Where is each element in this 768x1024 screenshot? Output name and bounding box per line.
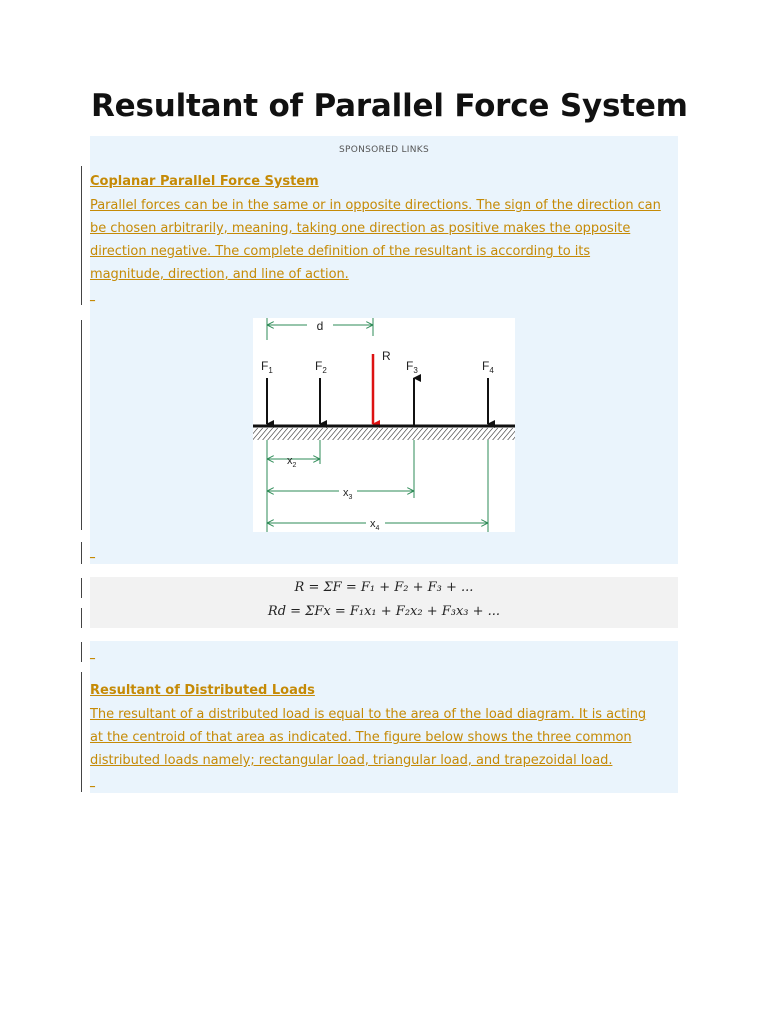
sponsored-links-label: SPONSORED LINKS (339, 145, 429, 155)
margin-bar (81, 542, 82, 564)
label-d: d (316, 319, 324, 333)
dimension-d (267, 318, 373, 340)
spacer-link[interactable]: _ (90, 649, 95, 660)
parallel-force-diagram (253, 318, 515, 532)
margin-bar (81, 320, 82, 530)
label-f1: $F_1$ (261, 359, 273, 375)
paragraph-line[interactable]: at the centroid of that area as indicated. The figure below shows the three common (90, 730, 632, 745)
label-f4: $F_4$ (482, 359, 494, 375)
label-f2: $F_2$ (315, 359, 327, 375)
content-panel-distributed (90, 641, 678, 793)
spacer-link[interactable]: _ (90, 777, 95, 788)
formula-resultant-force: R = ΣF = F₁ + F₂ + F₃ + ... (294, 580, 474, 595)
paragraph-line[interactable]: Parallel forces can be in the same or in opposite directions. The sign of the direction can (90, 198, 661, 213)
label-x2: $x_2$ (287, 455, 297, 469)
formula-panel (90, 577, 678, 628)
spacer-link[interactable]: _ (90, 291, 95, 302)
margin-bar (81, 642, 82, 662)
force-diagram-svg (253, 318, 515, 532)
margin-bar (81, 608, 82, 628)
margin-bar (81, 578, 82, 598)
label-x4: $x_4$ (370, 518, 380, 532)
label-r: R (382, 349, 391, 363)
paragraph-line[interactable]: direction negative. The complete definition of the resultant is according to its (90, 244, 591, 259)
content-panel-coplanar (90, 136, 678, 564)
formula-resultant-moment: Rd = ΣFx = F₁x₁ + F₂x₂ + F₃x₃ + ... (267, 604, 501, 619)
margin-bar (81, 672, 82, 792)
spacer-link[interactable]: _ (90, 548, 95, 559)
support-hatching (253, 428, 515, 440)
label-x3: $x_3$ (343, 487, 353, 501)
paragraph-line[interactable]: distributed loads namely; rectangular load, triangular load, and trapezoidal load. (90, 753, 613, 768)
paragraph-line[interactable]: be chosen arbitrarily, meaning, taking one direction as positive makes the opposite (90, 221, 631, 236)
distributed-loads-heading-link[interactable]: Resultant of Distributed Loads (90, 683, 315, 698)
coplanar-heading-link[interactable]: Coplanar Parallel Force System (90, 174, 319, 189)
page-title: Resultant of Parallel Force System (91, 88, 688, 124)
margin-bar (81, 166, 82, 305)
paragraph-line[interactable]: The resultant of a distributed load is equal to the area of the load diagram. It is acting (90, 707, 647, 722)
paragraph-line[interactable]: magnitude, direction, and line of action. (90, 267, 349, 282)
label-f3: $F_3$ (406, 359, 418, 375)
